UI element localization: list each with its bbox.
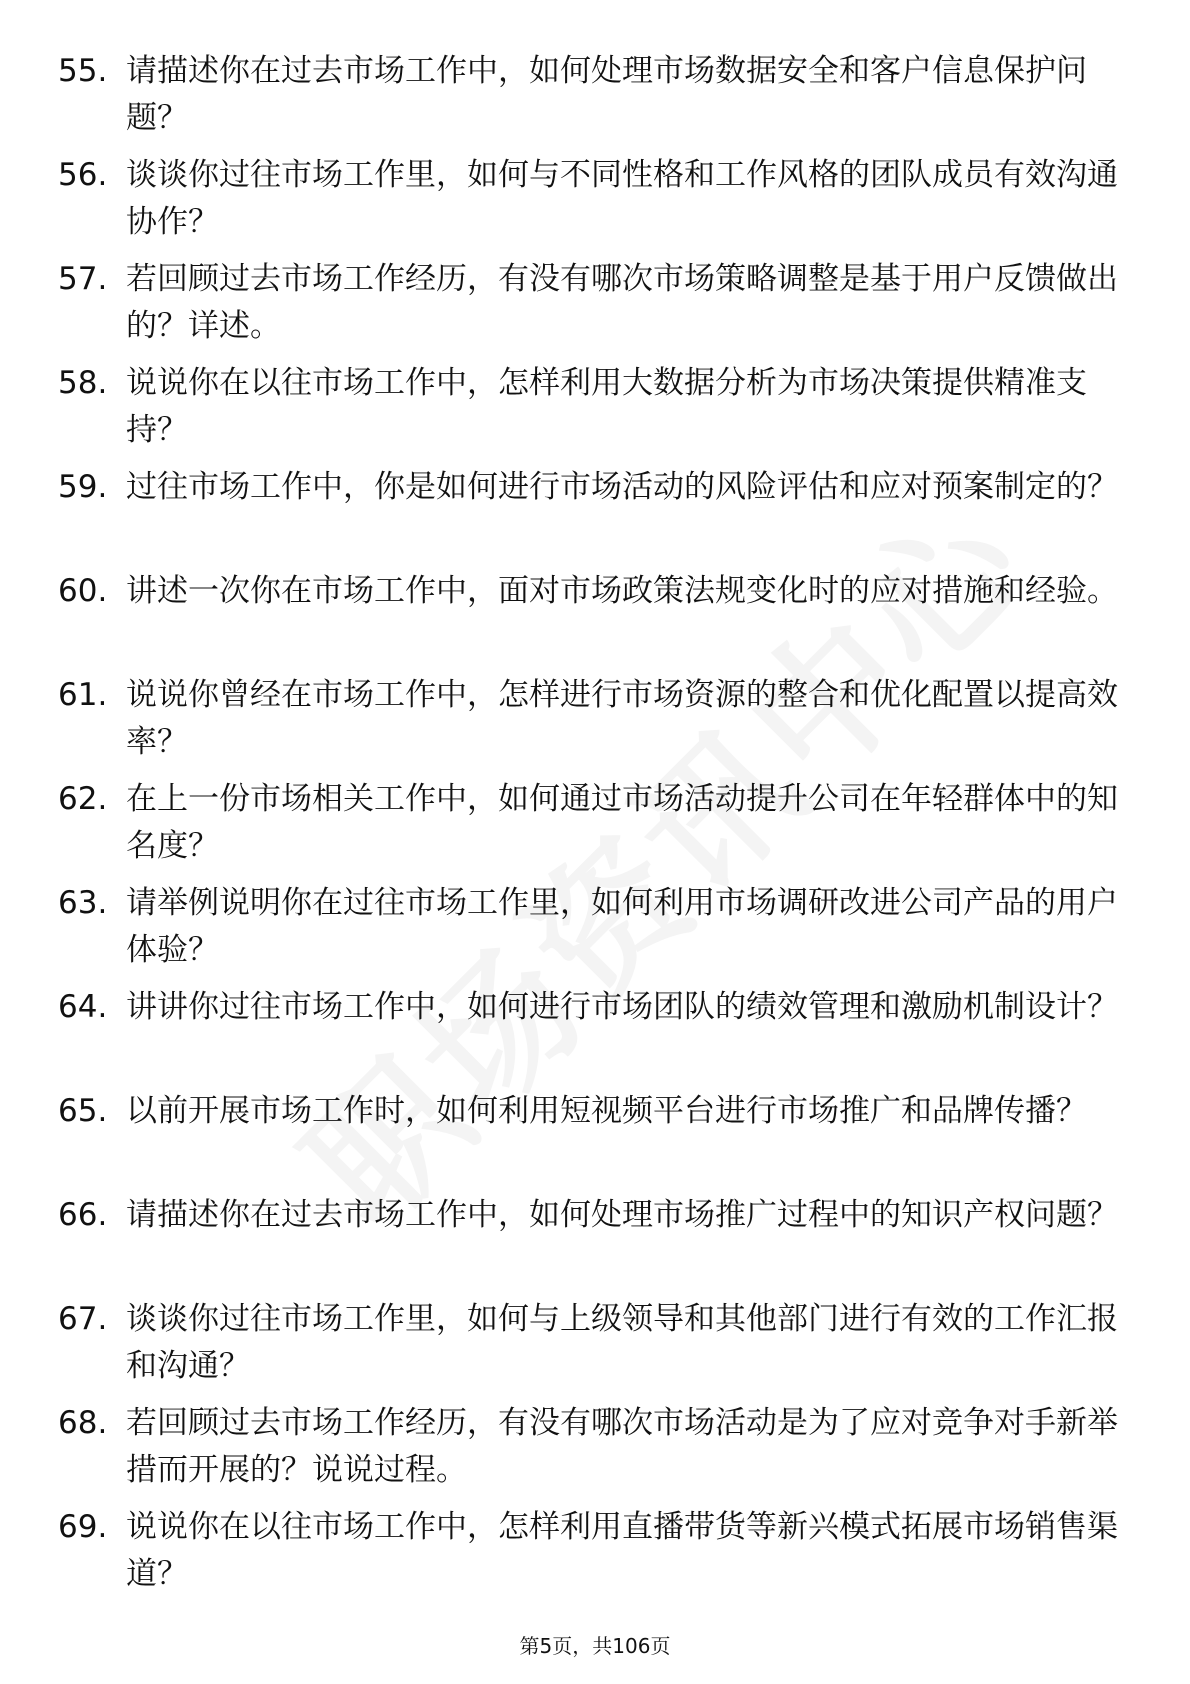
question-text: 谈谈你过往市场工作里，如何与上级领导和其他部门进行有效的工作汇报和沟通？: [126, 1301, 1118, 1384]
question-number: 59.: [58, 469, 108, 505]
list-item: [58, 152, 1118, 256]
question-text: 请描述你在过去市场工作中，如何处理市场推广过程中的知识产权问题？: [126, 1197, 1118, 1233]
question-number: 69.: [58, 1509, 108, 1545]
list-item: [58, 776, 1118, 880]
question-text: 讲讲你过往市场工作中，如何进行市场团队的绩效管理和激励机制设计？: [126, 989, 1118, 1025]
question-text: 请描述你在过去市场工作中，如何处理市场数据安全和客户信息保护问题？: [126, 53, 1087, 136]
question-text: 以前开展市场工作时，如何利用短视频平台进行市场推广和品牌传播？: [126, 1093, 1087, 1129]
question-text: 在上一份市场相关工作中，如何通过市场活动提升公司在年轻群体中的知名度？: [126, 781, 1118, 864]
question-text: 若回顾过去市场工作经历，有没有哪次市场策略调整是基于用户反馈做出的？详述。: [126, 261, 1118, 344]
question-text: 讲述一次你在市场工作中，面对市场政策法规变化时的应对措施和经验。: [126, 573, 1118, 609]
list-item: [58, 1192, 1118, 1296]
question-number: 57.: [58, 261, 108, 297]
list-item: [58, 1296, 1118, 1400]
question-number: 68.: [58, 1405, 108, 1441]
list-item: [58, 880, 1118, 984]
question-text: 说说你曾经在市场工作中，怎样进行市场资源的整合和优化配置以提高效率？: [126, 677, 1118, 760]
list-item: [58, 672, 1118, 776]
question-number: 63.: [58, 885, 108, 921]
question-number: 60.: [58, 573, 108, 609]
question-number: 65.: [58, 1093, 108, 1129]
list-item: [58, 256, 1118, 360]
list-item: [58, 1400, 1118, 1504]
list-item: [58, 464, 1118, 568]
question-number: 67.: [58, 1301, 108, 1337]
question-number: 66.: [58, 1197, 108, 1233]
question-number: 55.: [58, 53, 108, 89]
question-number: 56.: [58, 157, 108, 193]
list-item: [58, 360, 1118, 464]
list-item: [58, 568, 1118, 672]
question-text: 说说你在以往市场工作中，怎样利用大数据分析为市场决策提供精准支持？: [126, 365, 1087, 448]
question-number: 64.: [58, 989, 108, 1025]
question-text: 若回顾过去市场工作经历，有没有哪次市场活动是为了应对竞争对手新举措而开展的？说说过程。: [126, 1405, 1118, 1488]
question-text: 谈谈你过往市场工作里，如何与不同性格和工作风格的团队成员有效沟通协作？: [126, 157, 1118, 240]
question-list: [58, 48, 1118, 1608]
list-item: [58, 1088, 1118, 1192]
list-item: [58, 984, 1118, 1088]
question-number: 58.: [58, 365, 108, 401]
question-text: 过往市场工作中，你是如何进行市场活动的风险评估和应对预案制定的？: [126, 469, 1118, 505]
list-item: [58, 48, 1118, 152]
question-text: 说说你在以往市场工作中，怎样利用直播带货等新兴模式拓展市场销售渠道？: [126, 1509, 1118, 1592]
question-number: 61.: [58, 677, 108, 713]
question-text: 请举例说明你在过往市场工作里，如何利用市场调研改进公司产品的用户体验？: [126, 885, 1118, 968]
question-number: 62.: [58, 781, 108, 817]
page-number-footer: 第5页，共106页: [519, 1634, 671, 1658]
list-item: [58, 1504, 1118, 1608]
